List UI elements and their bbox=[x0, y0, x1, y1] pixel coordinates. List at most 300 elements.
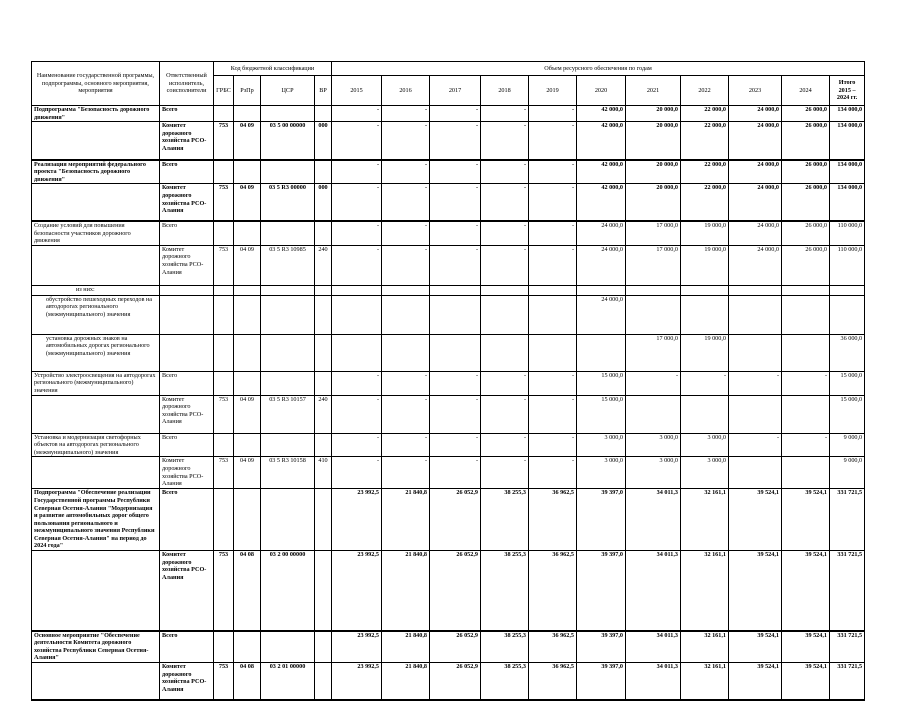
row-grbs: 753 bbox=[214, 457, 234, 489]
row-value: 26 000,0 bbox=[782, 122, 830, 160]
header-code: ГРБС bbox=[214, 76, 234, 106]
row-value: 110 000,0 bbox=[830, 221, 865, 245]
row-value: 21 840,8 bbox=[382, 489, 430, 551]
row-value bbox=[332, 295, 382, 334]
row-value: 9 000,0 bbox=[830, 433, 865, 457]
row-value: 22 000,0 bbox=[681, 184, 729, 221]
row-responsible: Комитет дорожного хозяйства РСО-Алания bbox=[160, 662, 214, 700]
row-grbs bbox=[214, 631, 234, 663]
row-vr bbox=[315, 662, 332, 700]
row-name: установка дорожных знаков на автомобильных дорогах регионального (межмуниципального) значения bbox=[32, 334, 160, 371]
row-value: 34 011,3 bbox=[626, 489, 681, 551]
row-value: 134 000,0 bbox=[830, 160, 865, 184]
row-value: 134 000,0 bbox=[830, 106, 865, 122]
row-value: 15 000,0 bbox=[577, 395, 626, 433]
row-value: - bbox=[332, 371, 382, 395]
row-value: 24 000,0 bbox=[577, 221, 626, 245]
row-name: Подпрограмма "Обеспечение реализации Государственной программы Республики Северная Осетия-Алания "Модернизация и развитие автомобильных дорог общего пользования регионального и межмуниципального значения Республики Северная Осетия-Алания" на период до 2024 года" bbox=[32, 489, 160, 551]
row-value: - bbox=[382, 106, 430, 122]
row-name bbox=[32, 551, 160, 631]
row-value: - bbox=[782, 371, 830, 395]
row-vr bbox=[315, 631, 332, 663]
row-csr bbox=[261, 489, 315, 551]
row-value: 134 000,0 bbox=[830, 122, 865, 160]
row-name bbox=[32, 245, 160, 285]
row-rzpr bbox=[234, 221, 261, 245]
row-grbs bbox=[214, 285, 234, 295]
row-value bbox=[729, 457, 782, 489]
row-value: - bbox=[481, 457, 529, 489]
row-vr bbox=[315, 334, 332, 371]
row-value: 19 000,0 bbox=[681, 334, 729, 371]
row-value: 24 000,0 bbox=[729, 160, 782, 184]
row-value: - bbox=[382, 160, 430, 184]
header-year: 2024 bbox=[782, 76, 830, 106]
row-value: - bbox=[729, 371, 782, 395]
row-value bbox=[430, 295, 481, 334]
row-rzpr: 04 09 bbox=[234, 457, 261, 489]
row-value: 34 011,3 bbox=[626, 631, 681, 663]
row-value: 24 000,0 bbox=[729, 122, 782, 160]
row-value: - bbox=[481, 221, 529, 245]
header-year: Итого 2015 – 2024 гг. bbox=[830, 76, 865, 106]
row-value: - bbox=[729, 433, 782, 457]
row-value bbox=[782, 457, 830, 489]
row-csr bbox=[261, 221, 315, 245]
row-value: 39 524,1 bbox=[782, 631, 830, 663]
row-value: 134 000,0 bbox=[830, 184, 865, 221]
row-rzpr: 04 09 bbox=[234, 122, 261, 160]
row-csr: 03 2 01 00000 bbox=[261, 662, 315, 700]
header-year: 2016 bbox=[382, 76, 430, 106]
row-value: 39 524,1 bbox=[729, 489, 782, 551]
row-value bbox=[830, 285, 865, 295]
row-name: Реализация мероприятий федерального проекта "Безопасность дорожного движения" bbox=[32, 160, 160, 184]
row-value bbox=[681, 395, 729, 433]
row-value: 21 840,8 bbox=[382, 551, 430, 631]
row-value: - bbox=[332, 457, 382, 489]
row-value: - bbox=[529, 433, 577, 457]
row-value: 24 000,0 bbox=[729, 184, 782, 221]
row-grbs: 753 bbox=[214, 184, 234, 221]
row-grbs bbox=[214, 221, 234, 245]
row-value: 26 052,9 bbox=[430, 551, 481, 631]
row-csr bbox=[261, 631, 315, 663]
row-value: - bbox=[430, 371, 481, 395]
row-name: Подпрограмма "Безопасность дорожного движения" bbox=[32, 106, 160, 122]
row-value: - bbox=[382, 395, 430, 433]
row-responsible: Комитет дорожного хозяйства РСО-Алания bbox=[160, 245, 214, 285]
table-row bbox=[32, 662, 865, 700]
row-value bbox=[782, 334, 830, 371]
row-value: 36 962,5 bbox=[529, 662, 577, 700]
row-value: - bbox=[382, 184, 430, 221]
row-value: 24 000,0 bbox=[577, 295, 626, 334]
row-value: 26 052,9 bbox=[430, 662, 481, 700]
row-value: 39 524,1 bbox=[729, 631, 782, 663]
row-value: - bbox=[332, 395, 382, 433]
row-value: 24 000,0 bbox=[729, 221, 782, 245]
row-value: - bbox=[332, 245, 382, 285]
row-value: 22 000,0 bbox=[681, 106, 729, 122]
row-value bbox=[332, 285, 382, 295]
row-value: 32 161,1 bbox=[681, 551, 729, 631]
row-vr: 000 bbox=[315, 184, 332, 221]
row-value: 42 000,0 bbox=[577, 160, 626, 184]
row-value: 42 000,0 bbox=[577, 106, 626, 122]
row-value: 39 524,1 bbox=[782, 489, 830, 551]
row-value bbox=[481, 285, 529, 295]
row-value: 20 000,0 bbox=[626, 106, 681, 122]
row-value: 3 000,0 bbox=[577, 433, 626, 457]
header-code-group: Код бюджетной классификации bbox=[214, 62, 332, 76]
row-value: - bbox=[430, 433, 481, 457]
row-value: 38 255,3 bbox=[481, 489, 529, 551]
row-vr bbox=[315, 371, 332, 395]
row-value bbox=[729, 295, 782, 334]
table-row bbox=[32, 334, 865, 371]
row-value bbox=[481, 334, 529, 371]
row-value: 34 011,3 bbox=[626, 551, 681, 631]
row-value: - bbox=[481, 106, 529, 122]
table-row bbox=[32, 245, 865, 285]
row-value: 39 524,1 bbox=[729, 662, 782, 700]
row-vr bbox=[315, 551, 332, 631]
row-value: 38 255,3 bbox=[481, 551, 529, 631]
row-value: - bbox=[529, 395, 577, 433]
row-value: - bbox=[430, 160, 481, 184]
row-value: 32 161,1 bbox=[681, 662, 729, 700]
row-value: 36 000,0 bbox=[830, 334, 865, 371]
table-row bbox=[32, 457, 865, 489]
row-responsible: Всего bbox=[160, 433, 214, 457]
row-rzpr bbox=[234, 433, 261, 457]
row-csr bbox=[261, 295, 315, 334]
row-value bbox=[626, 295, 681, 334]
row-name: Устройство электроосвещения на автодорогах регионального (межмуниципального) значения bbox=[32, 371, 160, 395]
row-value: 39 397,0 bbox=[577, 662, 626, 700]
row-value: 3 000,0 bbox=[681, 433, 729, 457]
header-year: 2020 bbox=[577, 76, 626, 106]
row-rzpr: 04 09 bbox=[234, 245, 261, 285]
row-csr bbox=[261, 371, 315, 395]
row-value: - bbox=[529, 184, 577, 221]
row-vr bbox=[315, 106, 332, 122]
row-value: 26 000,0 bbox=[782, 106, 830, 122]
row-value: - bbox=[332, 160, 382, 184]
row-value: 17 000,0 bbox=[626, 245, 681, 285]
table-row bbox=[32, 106, 865, 122]
row-value bbox=[626, 395, 681, 433]
row-vr bbox=[315, 295, 332, 334]
row-value: - bbox=[430, 184, 481, 221]
row-value: - bbox=[382, 457, 430, 489]
row-value: 20 000,0 bbox=[626, 160, 681, 184]
header-year: 2022 bbox=[681, 76, 729, 106]
row-value: - bbox=[332, 122, 382, 160]
row-responsible: Комитет дорожного хозяйства РСО-Алания bbox=[160, 395, 214, 433]
row-value bbox=[529, 295, 577, 334]
row-value: 26 000,0 bbox=[782, 160, 830, 184]
row-value: - bbox=[481, 395, 529, 433]
row-rzpr: 04 08 bbox=[234, 662, 261, 700]
row-value bbox=[332, 334, 382, 371]
row-grbs: 753 bbox=[214, 245, 234, 285]
row-value: 9 000,0 bbox=[830, 457, 865, 489]
row-value: 15 000,0 bbox=[830, 371, 865, 395]
row-csr bbox=[261, 334, 315, 371]
row-value bbox=[577, 334, 626, 371]
table-row bbox=[32, 285, 865, 295]
table-row bbox=[32, 395, 865, 433]
row-value: 39 524,1 bbox=[782, 551, 830, 631]
row-vr: 240 bbox=[315, 245, 332, 285]
row-value: - bbox=[332, 433, 382, 457]
row-value: - bbox=[481, 184, 529, 221]
row-value: 42 000,0 bbox=[577, 122, 626, 160]
row-rzpr bbox=[234, 285, 261, 295]
row-value bbox=[481, 295, 529, 334]
row-value: 21 840,8 bbox=[382, 631, 430, 663]
row-rzpr: 04 09 bbox=[234, 395, 261, 433]
row-responsible: Всего bbox=[160, 160, 214, 184]
row-value: - bbox=[332, 184, 382, 221]
row-grbs: 753 bbox=[214, 122, 234, 160]
row-vr bbox=[315, 160, 332, 184]
row-value: - bbox=[481, 433, 529, 457]
table-row bbox=[32, 295, 865, 334]
row-csr bbox=[261, 160, 315, 184]
row-value: 36 962,5 bbox=[529, 631, 577, 663]
row-responsible bbox=[160, 295, 214, 334]
row-responsible: Всего bbox=[160, 371, 214, 395]
row-value: - bbox=[529, 122, 577, 160]
row-name bbox=[32, 662, 160, 700]
row-value bbox=[529, 285, 577, 295]
row-value bbox=[529, 334, 577, 371]
row-value: 36 962,5 bbox=[529, 551, 577, 631]
row-value: - bbox=[481, 245, 529, 285]
row-value: 3 000,0 bbox=[626, 433, 681, 457]
header-code: ВР bbox=[315, 76, 332, 106]
row-name bbox=[32, 184, 160, 221]
table-row bbox=[32, 221, 865, 245]
row-value: - bbox=[430, 457, 481, 489]
row-value: - bbox=[681, 371, 729, 395]
row-value: 3 000,0 bbox=[577, 457, 626, 489]
row-value bbox=[430, 285, 481, 295]
row-value: - bbox=[430, 106, 481, 122]
row-responsible: Комитет дорожного хозяйства РСО-Алания bbox=[160, 457, 214, 489]
row-value: 38 255,3 bbox=[481, 631, 529, 663]
row-rzpr bbox=[234, 106, 261, 122]
header-name: Наименование государственной программы, подпрограммы, основного мероприятия, мероприятия bbox=[32, 62, 160, 106]
row-responsible: Всего bbox=[160, 106, 214, 122]
row-value bbox=[577, 285, 626, 295]
row-value: - bbox=[382, 433, 430, 457]
row-rzpr bbox=[234, 371, 261, 395]
row-value: 32 161,1 bbox=[681, 489, 729, 551]
table-row bbox=[32, 631, 865, 663]
row-rzpr bbox=[234, 160, 261, 184]
row-value bbox=[729, 395, 782, 433]
row-csr: 03 5 00 00000 bbox=[261, 122, 315, 160]
row-value: - bbox=[529, 221, 577, 245]
row-value: 39 524,1 bbox=[782, 662, 830, 700]
row-vr bbox=[315, 433, 332, 457]
row-value: - bbox=[782, 433, 830, 457]
row-value bbox=[382, 295, 430, 334]
budget-table bbox=[31, 61, 865, 701]
row-vr: 240 bbox=[315, 395, 332, 433]
row-value bbox=[430, 334, 481, 371]
row-rzpr bbox=[234, 334, 261, 371]
row-name: Создание условий для повышения безопасности участников дорожного движения bbox=[32, 221, 160, 245]
row-value: - bbox=[430, 122, 481, 160]
table-row bbox=[32, 489, 865, 551]
row-responsible: Комитет дорожного хозяйства РСО-Алания bbox=[160, 122, 214, 160]
row-value: - bbox=[382, 371, 430, 395]
row-vr bbox=[315, 489, 332, 551]
row-csr: 03 5 R3 00000 bbox=[261, 184, 315, 221]
row-name: Основное мероприятие "Обеспечение деятельности Комитета дорожного хозяйства Республики Северная Осетия-Алания" bbox=[32, 631, 160, 663]
row-grbs bbox=[214, 334, 234, 371]
row-value: - bbox=[430, 245, 481, 285]
row-value: - bbox=[481, 160, 529, 184]
table-row bbox=[32, 371, 865, 395]
row-value: 331 721,5 bbox=[830, 551, 865, 631]
row-grbs: 753 bbox=[214, 662, 234, 700]
row-value: 39 397,0 bbox=[577, 551, 626, 631]
row-value: 26 052,9 bbox=[430, 631, 481, 663]
header-year: 2019 bbox=[529, 76, 577, 106]
row-value bbox=[382, 334, 430, 371]
row-name: из них: bbox=[32, 285, 160, 295]
row-value bbox=[681, 285, 729, 295]
row-grbs bbox=[214, 371, 234, 395]
row-vr: 410 bbox=[315, 457, 332, 489]
row-rzpr bbox=[234, 295, 261, 334]
row-value: 20 000,0 bbox=[626, 122, 681, 160]
row-value: 22 000,0 bbox=[681, 160, 729, 184]
row-responsible bbox=[160, 334, 214, 371]
row-rzpr: 04 08 bbox=[234, 551, 261, 631]
row-csr: 03 5 R3 10157 bbox=[261, 395, 315, 433]
row-name bbox=[32, 122, 160, 160]
row-responsible: Всего bbox=[160, 489, 214, 551]
row-value: - bbox=[382, 221, 430, 245]
row-value: 331 721,5 bbox=[830, 489, 865, 551]
row-value: 331 721,5 bbox=[830, 662, 865, 700]
row-value: 24 000,0 bbox=[577, 245, 626, 285]
row-value: - bbox=[481, 122, 529, 160]
row-value: 42 000,0 bbox=[577, 184, 626, 221]
row-value: 26 052,9 bbox=[430, 489, 481, 551]
row-value: - bbox=[430, 395, 481, 433]
row-value: - bbox=[529, 106, 577, 122]
row-value: 21 840,8 bbox=[382, 662, 430, 700]
row-value: 24 000,0 bbox=[729, 106, 782, 122]
row-value: 26 000,0 bbox=[782, 184, 830, 221]
row-value: 34 011,3 bbox=[626, 662, 681, 700]
header-responsible: Ответственный исполнитель, соисполнители bbox=[160, 62, 214, 106]
row-value: - bbox=[332, 106, 382, 122]
row-csr: 03 2 00 00000 bbox=[261, 551, 315, 631]
table-row bbox=[32, 551, 865, 631]
row-responsible: Комитет дорожного хозяйства РСО-Алания bbox=[160, 184, 214, 221]
row-value: 110 000,0 bbox=[830, 245, 865, 285]
row-value: 23 992,5 bbox=[332, 631, 382, 663]
row-value: - bbox=[626, 371, 681, 395]
row-responsible: Всего bbox=[160, 631, 214, 663]
row-grbs bbox=[214, 433, 234, 457]
header-code: ЦСР bbox=[261, 76, 315, 106]
row-value: 26 000,0 bbox=[782, 221, 830, 245]
row-value: 23 992,5 bbox=[332, 489, 382, 551]
row-name: обустройство пешеходных переходов на автодорогах регионального (межмуниципального) значения bbox=[32, 295, 160, 334]
row-csr bbox=[261, 106, 315, 122]
row-value: 3 000,0 bbox=[626, 457, 681, 489]
row-grbs: 753 bbox=[214, 551, 234, 631]
row-value bbox=[382, 285, 430, 295]
table-row bbox=[32, 122, 865, 160]
row-value: 15 000,0 bbox=[830, 395, 865, 433]
row-value: 19 000,0 bbox=[681, 221, 729, 245]
row-value: 17 000,0 bbox=[626, 221, 681, 245]
row-value: - bbox=[529, 371, 577, 395]
row-value: 23 992,5 bbox=[332, 551, 382, 631]
row-grbs bbox=[214, 106, 234, 122]
row-csr: 03 5 R3 10158 bbox=[261, 457, 315, 489]
header-volume-group: Объем ресурсного обеспечения по годам bbox=[332, 62, 865, 76]
row-value: 24 000,0 bbox=[729, 245, 782, 285]
row-value: 22 000,0 bbox=[681, 122, 729, 160]
row-csr bbox=[261, 285, 315, 295]
row-value: 38 255,3 bbox=[481, 662, 529, 700]
row-value: - bbox=[529, 160, 577, 184]
row-grbs bbox=[214, 160, 234, 184]
row-vr bbox=[315, 285, 332, 295]
row-value: 36 962,5 bbox=[529, 489, 577, 551]
row-rzpr: 04 09 bbox=[234, 184, 261, 221]
row-rzpr bbox=[234, 489, 261, 551]
row-value: 32 161,1 bbox=[681, 631, 729, 663]
row-value: - bbox=[529, 457, 577, 489]
row-value bbox=[782, 395, 830, 433]
row-responsible: Комитет дорожного хозяйства РСО-Алания bbox=[160, 551, 214, 631]
row-value bbox=[729, 334, 782, 371]
row-value bbox=[626, 285, 681, 295]
row-value: 15 000,0 bbox=[577, 371, 626, 395]
header-year: 2023 bbox=[729, 76, 782, 106]
header-year: 2015 bbox=[332, 76, 382, 106]
row-value: - bbox=[430, 221, 481, 245]
row-value bbox=[782, 285, 830, 295]
header-year: 2017 bbox=[430, 76, 481, 106]
header-code: РзПр bbox=[234, 76, 261, 106]
row-value: 3 000,0 bbox=[681, 457, 729, 489]
row-responsible: Всего bbox=[160, 221, 214, 245]
row-value: - bbox=[382, 122, 430, 160]
row-grbs bbox=[214, 489, 234, 551]
table-row bbox=[32, 160, 865, 184]
row-csr: 03 5 R3 10985 bbox=[261, 245, 315, 285]
row-value: 26 000,0 bbox=[782, 245, 830, 285]
row-value bbox=[830, 295, 865, 334]
header-year: 2021 bbox=[626, 76, 681, 106]
row-value: 331 721,5 bbox=[830, 631, 865, 663]
row-value: - bbox=[332, 221, 382, 245]
